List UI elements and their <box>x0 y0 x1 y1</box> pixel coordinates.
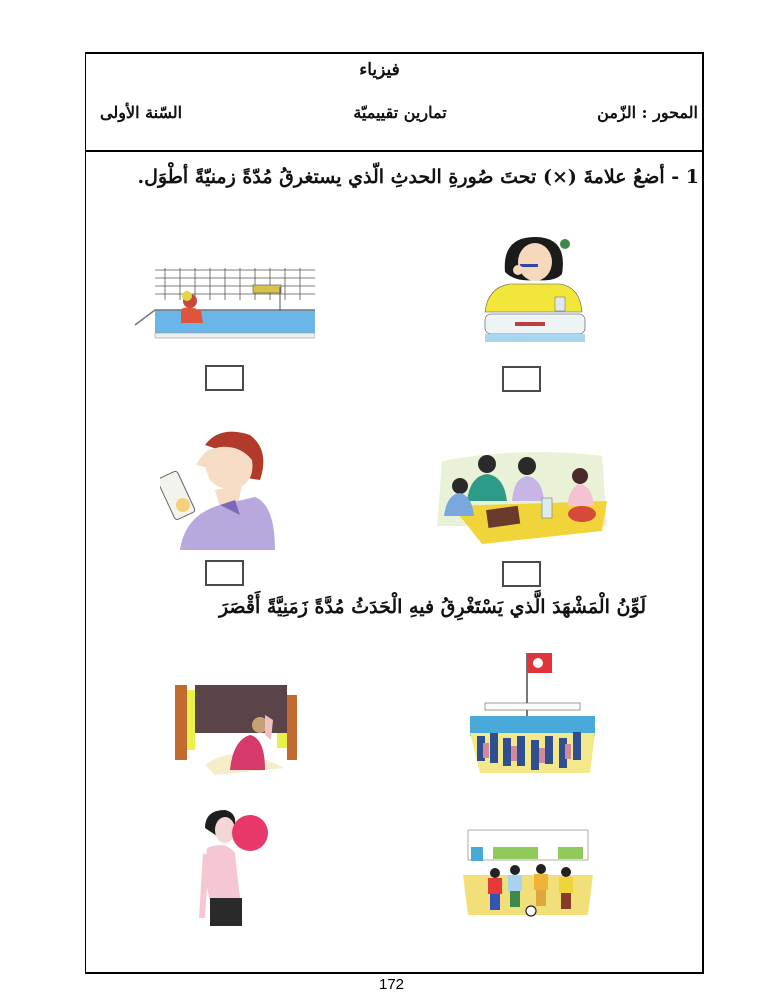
image-toothbrush <box>480 232 590 354</box>
checkbox-bath[interactable] <box>205 365 244 391</box>
image-drinking <box>160 425 275 550</box>
theme-label: المحور : الزّمن <box>597 103 698 122</box>
image-bubble-gum <box>195 808 285 936</box>
image-bath <box>125 265 315 345</box>
checkbox-family-meal[interactable] <box>502 561 541 587</box>
worksheet-title: تمارين تقييميّة <box>353 103 447 122</box>
exercise-2-instruction: لَوِّنُ الْمَشْهَدَ الَّذي يَسْتَغْرِقُ فيهِ الْحَدَثُ مُدَّةً زَمَنِيَّةً أَقْصَرَ <box>218 596 647 618</box>
image-flag-raising <box>465 648 600 778</box>
grade-level: السّنة الأولى <box>100 103 183 122</box>
image-weaving <box>165 680 305 780</box>
image-family-meal <box>432 446 610 546</box>
image-football <box>463 825 593 920</box>
checkbox-toothbrush[interactable] <box>502 366 541 392</box>
header-divider <box>85 150 704 152</box>
exercise-1-instruction: 1 - أضعُ علامةَ (×) تحتَ صُورةِ الحدثِ الّذي يستغرقُ مُدّةً زمنيّةً أطْوَل. <box>137 166 699 188</box>
checkbox-drinking[interactable] <box>205 560 244 586</box>
page-number: 172 <box>378 976 405 993</box>
subject-title: فيزياء <box>359 60 400 80</box>
